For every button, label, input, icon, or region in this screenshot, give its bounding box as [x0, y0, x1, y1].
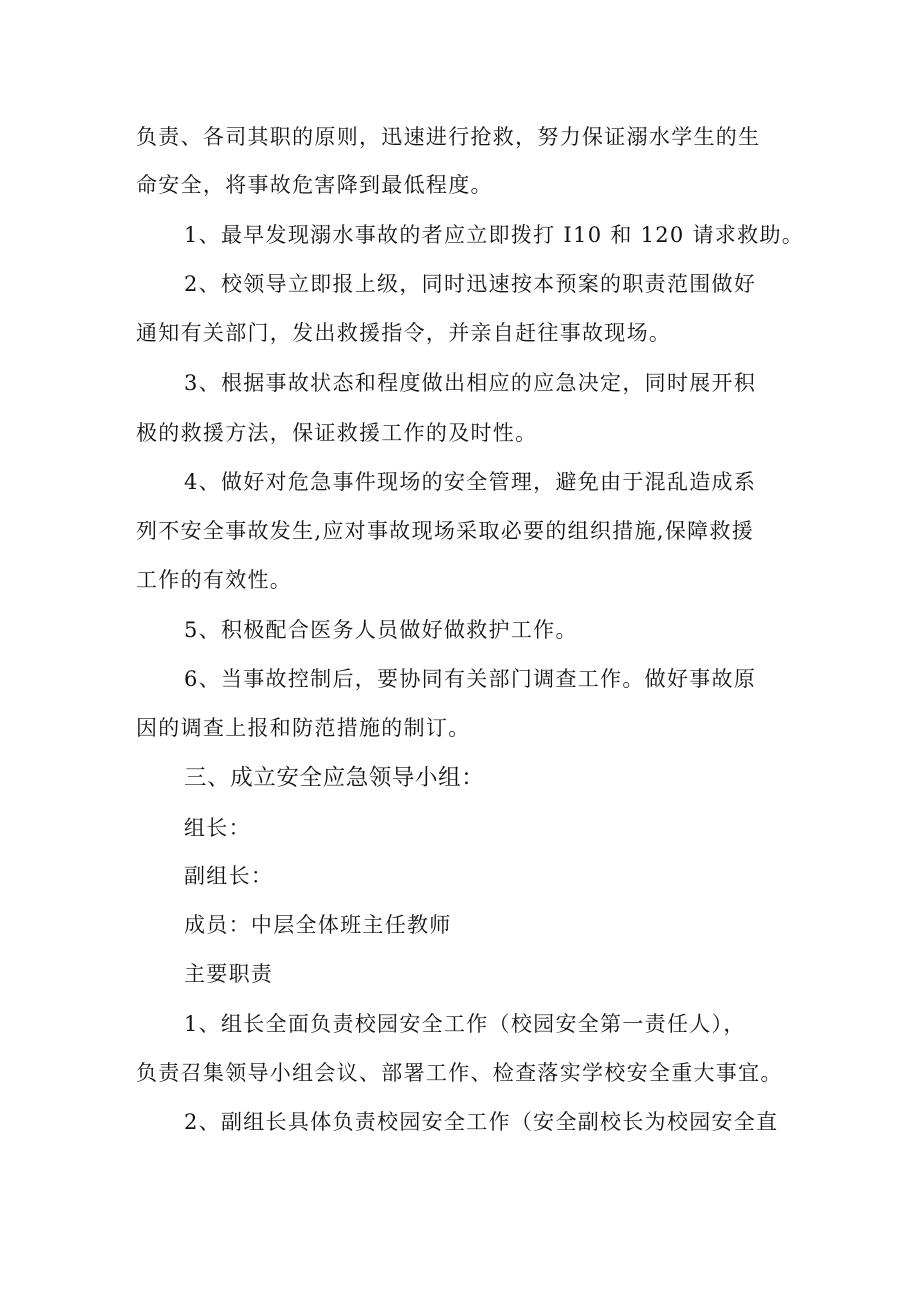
step-6-text-line-1: 6、当事故控制后，要协同有关部门调查工作。做好事故原 [184, 667, 757, 691]
duty-1-text-line-1: 1、组长全面负责校园安全工作（校园安全第一责任人）， [184, 1012, 746, 1036]
step-5-text: 5、积极配合医务人员做好做救护工作。 [184, 618, 578, 642]
leader-label: 组长： [184, 816, 251, 840]
section-3-heading: 三、成立安全应急领导小组： [184, 765, 485, 791]
step-3-text-line-2: 极的救援方法，保证救援工作的及时性。 [136, 421, 538, 445]
duties-title: 主要职责 [184, 962, 274, 986]
step-4-text-line-3: 工作的有效性。 [136, 568, 293, 592]
intro-text-line-2: 命安全，将事故危害降到最低程度。 [136, 173, 493, 197]
step-2-text-line-2: 通知有关部门，发出救援指令，并亲自赶往事故现场。 [136, 321, 672, 345]
step-4-text-line-2: 列不安全事故发生,应对事故现场采取必要的组织措施,保障救援 [136, 519, 755, 543]
deputy-leader-label: 副组长： [184, 864, 274, 888]
step-2-text-line-1: 2、校领导立即报上级，同时迅速按本预案的职责范围做好 [184, 272, 757, 296]
step-3-text-line-1: 3、根据事故状态和程度做出相应的应急决定，同时展开积 [184, 371, 757, 395]
step-6-text-line-2: 因的调查上报和防范措施的制订。 [136, 716, 471, 740]
step-1-text: 1、最早发现溺水事故的者应立即拨打 I10 和 120 请求救助。 [184, 223, 805, 247]
duty-2-text-line-1: 2、副组长具体负责校园安全工作（安全副校长为校园安全直 [184, 1110, 779, 1134]
intro-text-line-1: 负责、各司其职的原则，迅速进行抢救，努力保证溺水学生的生 [136, 125, 761, 149]
members-text: 成员：中层全体班主任教师 [184, 913, 452, 937]
duty-1-text-line-2: 负责召集领导小组会议、部署工作、检查落实学校安全重大事宜。 [136, 1061, 783, 1085]
step-4-text-line-1: 4、做好对危急事件现场的安全管理，避免由于混乱造成系 [184, 470, 757, 494]
